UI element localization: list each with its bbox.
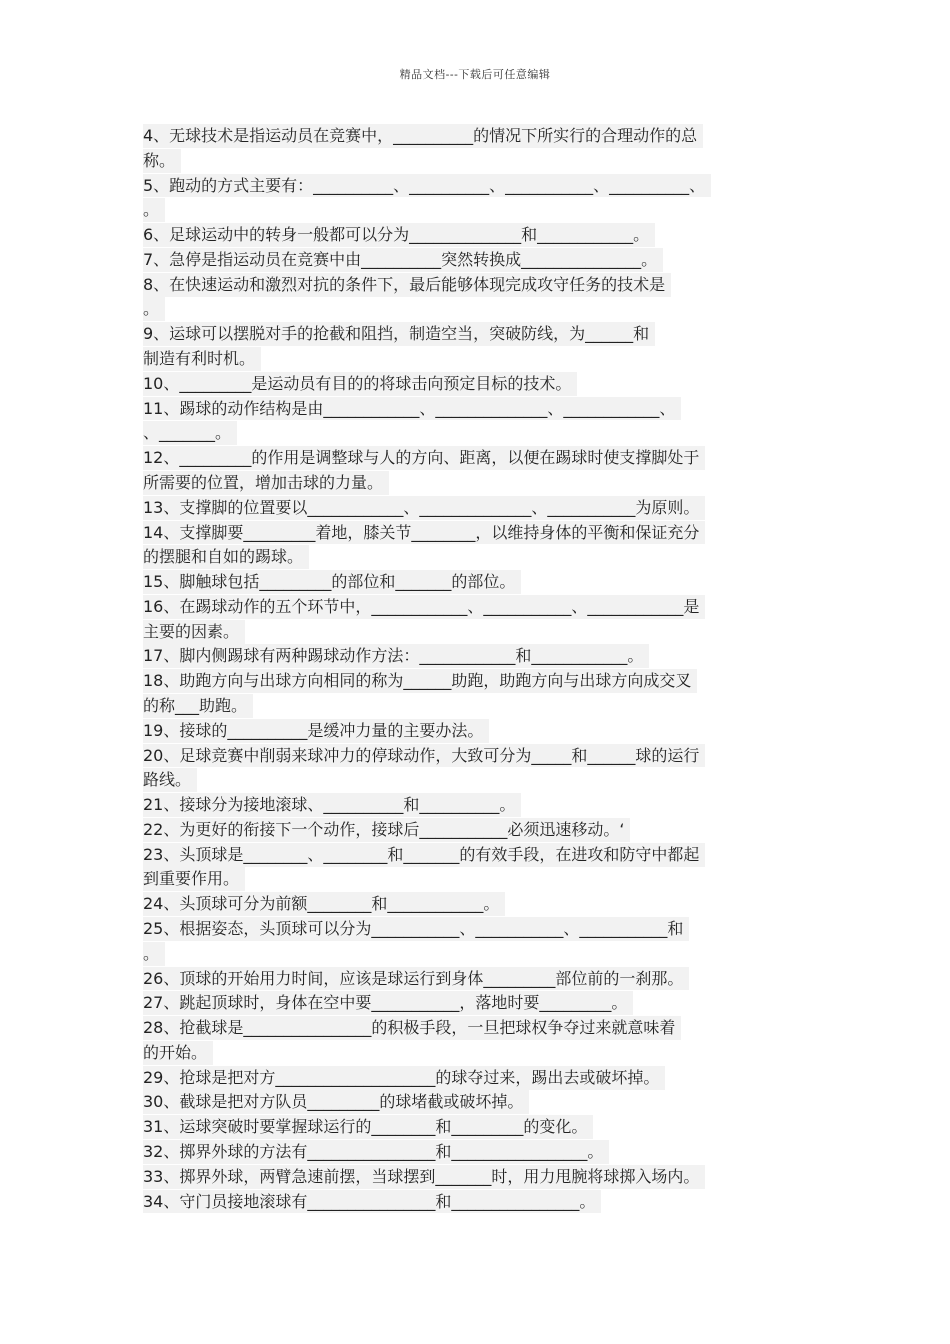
question-line: 24、头顶球可分为前额________和____________。 xyxy=(143,892,505,916)
question-line: 4、无球技术是指运动员在竞赛中，__________的情况下所实行的合理动作的总 xyxy=(143,124,703,148)
question-line: 7、急停是指运动员在竞赛中由__________突然转换成_______________。 xyxy=(143,248,663,272)
question-line: 21、接球分为接地滚球、__________和__________。 xyxy=(143,793,521,817)
question-line: 15、脚触球包括_________的部位和_______的部位。 xyxy=(143,570,521,594)
question-line: 到重要作用。 xyxy=(143,867,245,891)
question-line: 25、根据姿态，头顶球可以分为___________、___________、___________和 xyxy=(143,917,689,941)
question-line: 26、顶球的开始用力时间，应该是球运行到身体_________部位前的一刹那。 xyxy=(143,967,689,991)
question-line: 19、接球的__________是缓冲力量的主要办法。 xyxy=(143,719,489,743)
question-line: 16、在踢球动作的五个环节中，____________、___________、____________是 xyxy=(143,595,705,619)
question-line: 主要的因素。 xyxy=(143,620,245,644)
question-line: 31、运球突破时要掌握球运行的________和_________的变化。 xyxy=(143,1115,593,1139)
question-line: 23、头顶球是________、________和_______的有效手段，在进攻和防守中都起 xyxy=(143,843,705,867)
question-line: 18、助跑方向与出球方向相同的称为______助跑，助跑方向与出球方向成交叉 xyxy=(143,669,697,693)
question-line: 34、守门员接地滚球有________________和________________。 xyxy=(143,1190,601,1214)
question-line: 9、运球可以摆脱对手的抢截和阻挡，制造空当，突破防线，为______和 xyxy=(143,322,655,346)
question-line: 称。 xyxy=(143,149,181,173)
question-line: 8、在快速运动和激烈对抗的条件下，最后能够体现完成攻守任务的技术是 xyxy=(143,273,671,297)
question-line: 32、掷界外球的方法有________________和_________________。 xyxy=(143,1140,609,1164)
question-line: 。 xyxy=(143,942,165,966)
question-line: 14、支撑脚要_________着地，膝关节________，以维持身体的平衡和保证充分 xyxy=(143,521,705,545)
question-line: 。 xyxy=(143,297,165,321)
question-line: 13、支撑脚的位置要以____________、______________、___________为原则。 xyxy=(143,496,705,520)
question-line: 、_______。 xyxy=(143,421,237,445)
question-line: 33、掷界外球，两臂急速前摆，当球摆到_______时，用力甩腕将球掷入场内。 xyxy=(143,1165,705,1189)
question-line: 6、足球运动中的转身一般都可以分为______________和____________。 xyxy=(143,223,655,247)
question-line: 30、截球是把对方队员_________的球堵截或破坏掉。 xyxy=(143,1090,529,1114)
question-line: 27、跳起顶球时，身体在空中要___________，落地时要_________。 xyxy=(143,991,633,1015)
question-line: 10、_________是运动员有目的的将球击向预定目标的技术。 xyxy=(143,372,577,396)
question-line: 29、抢球是把对方____________________的球夺过来，踢出去或破坏掉。 xyxy=(143,1066,665,1090)
question-line: 17、脚内侧踢球有两种踢球动作方法：____________和____________。 xyxy=(143,644,649,668)
question-line: 。 xyxy=(143,198,165,222)
question-line: 20、足球竞赛中削弱来球冲力的停球动作，大致可分为_____和______球的运行 xyxy=(143,744,705,768)
question-line: 22、为更好的衔接下一个动作，接球后___________必须迅速移动。‘ xyxy=(143,818,630,842)
question-line: 的摆腿和自如的踢球。 xyxy=(143,545,309,569)
page-header: 精品文档---下载后可任意编辑 xyxy=(399,68,551,81)
question-line: 12、_________的作用是调整球与人的方向、距离，以便在踢球时使支撑脚处于 xyxy=(143,446,705,470)
question-list xyxy=(143,124,823,1214)
question-line: 28、抢截球是________________的积极手段，一旦把球权争夺过来就意味着 xyxy=(143,1016,681,1040)
question-line: 的称___助跑。 xyxy=(143,694,253,718)
question-line: 的开始。 xyxy=(143,1041,213,1065)
question-line: 制造有利时机。 xyxy=(143,347,261,371)
question-line: 11、踢球的动作结构是由____________、______________、____________、 xyxy=(143,397,681,421)
question-line: 所需要的位置，增加击球的力量。 xyxy=(143,471,389,495)
question-line: 5、跑动的方式主要有：__________、__________、___________、__________、 xyxy=(143,174,711,198)
question-line: 路线。 xyxy=(143,768,197,792)
